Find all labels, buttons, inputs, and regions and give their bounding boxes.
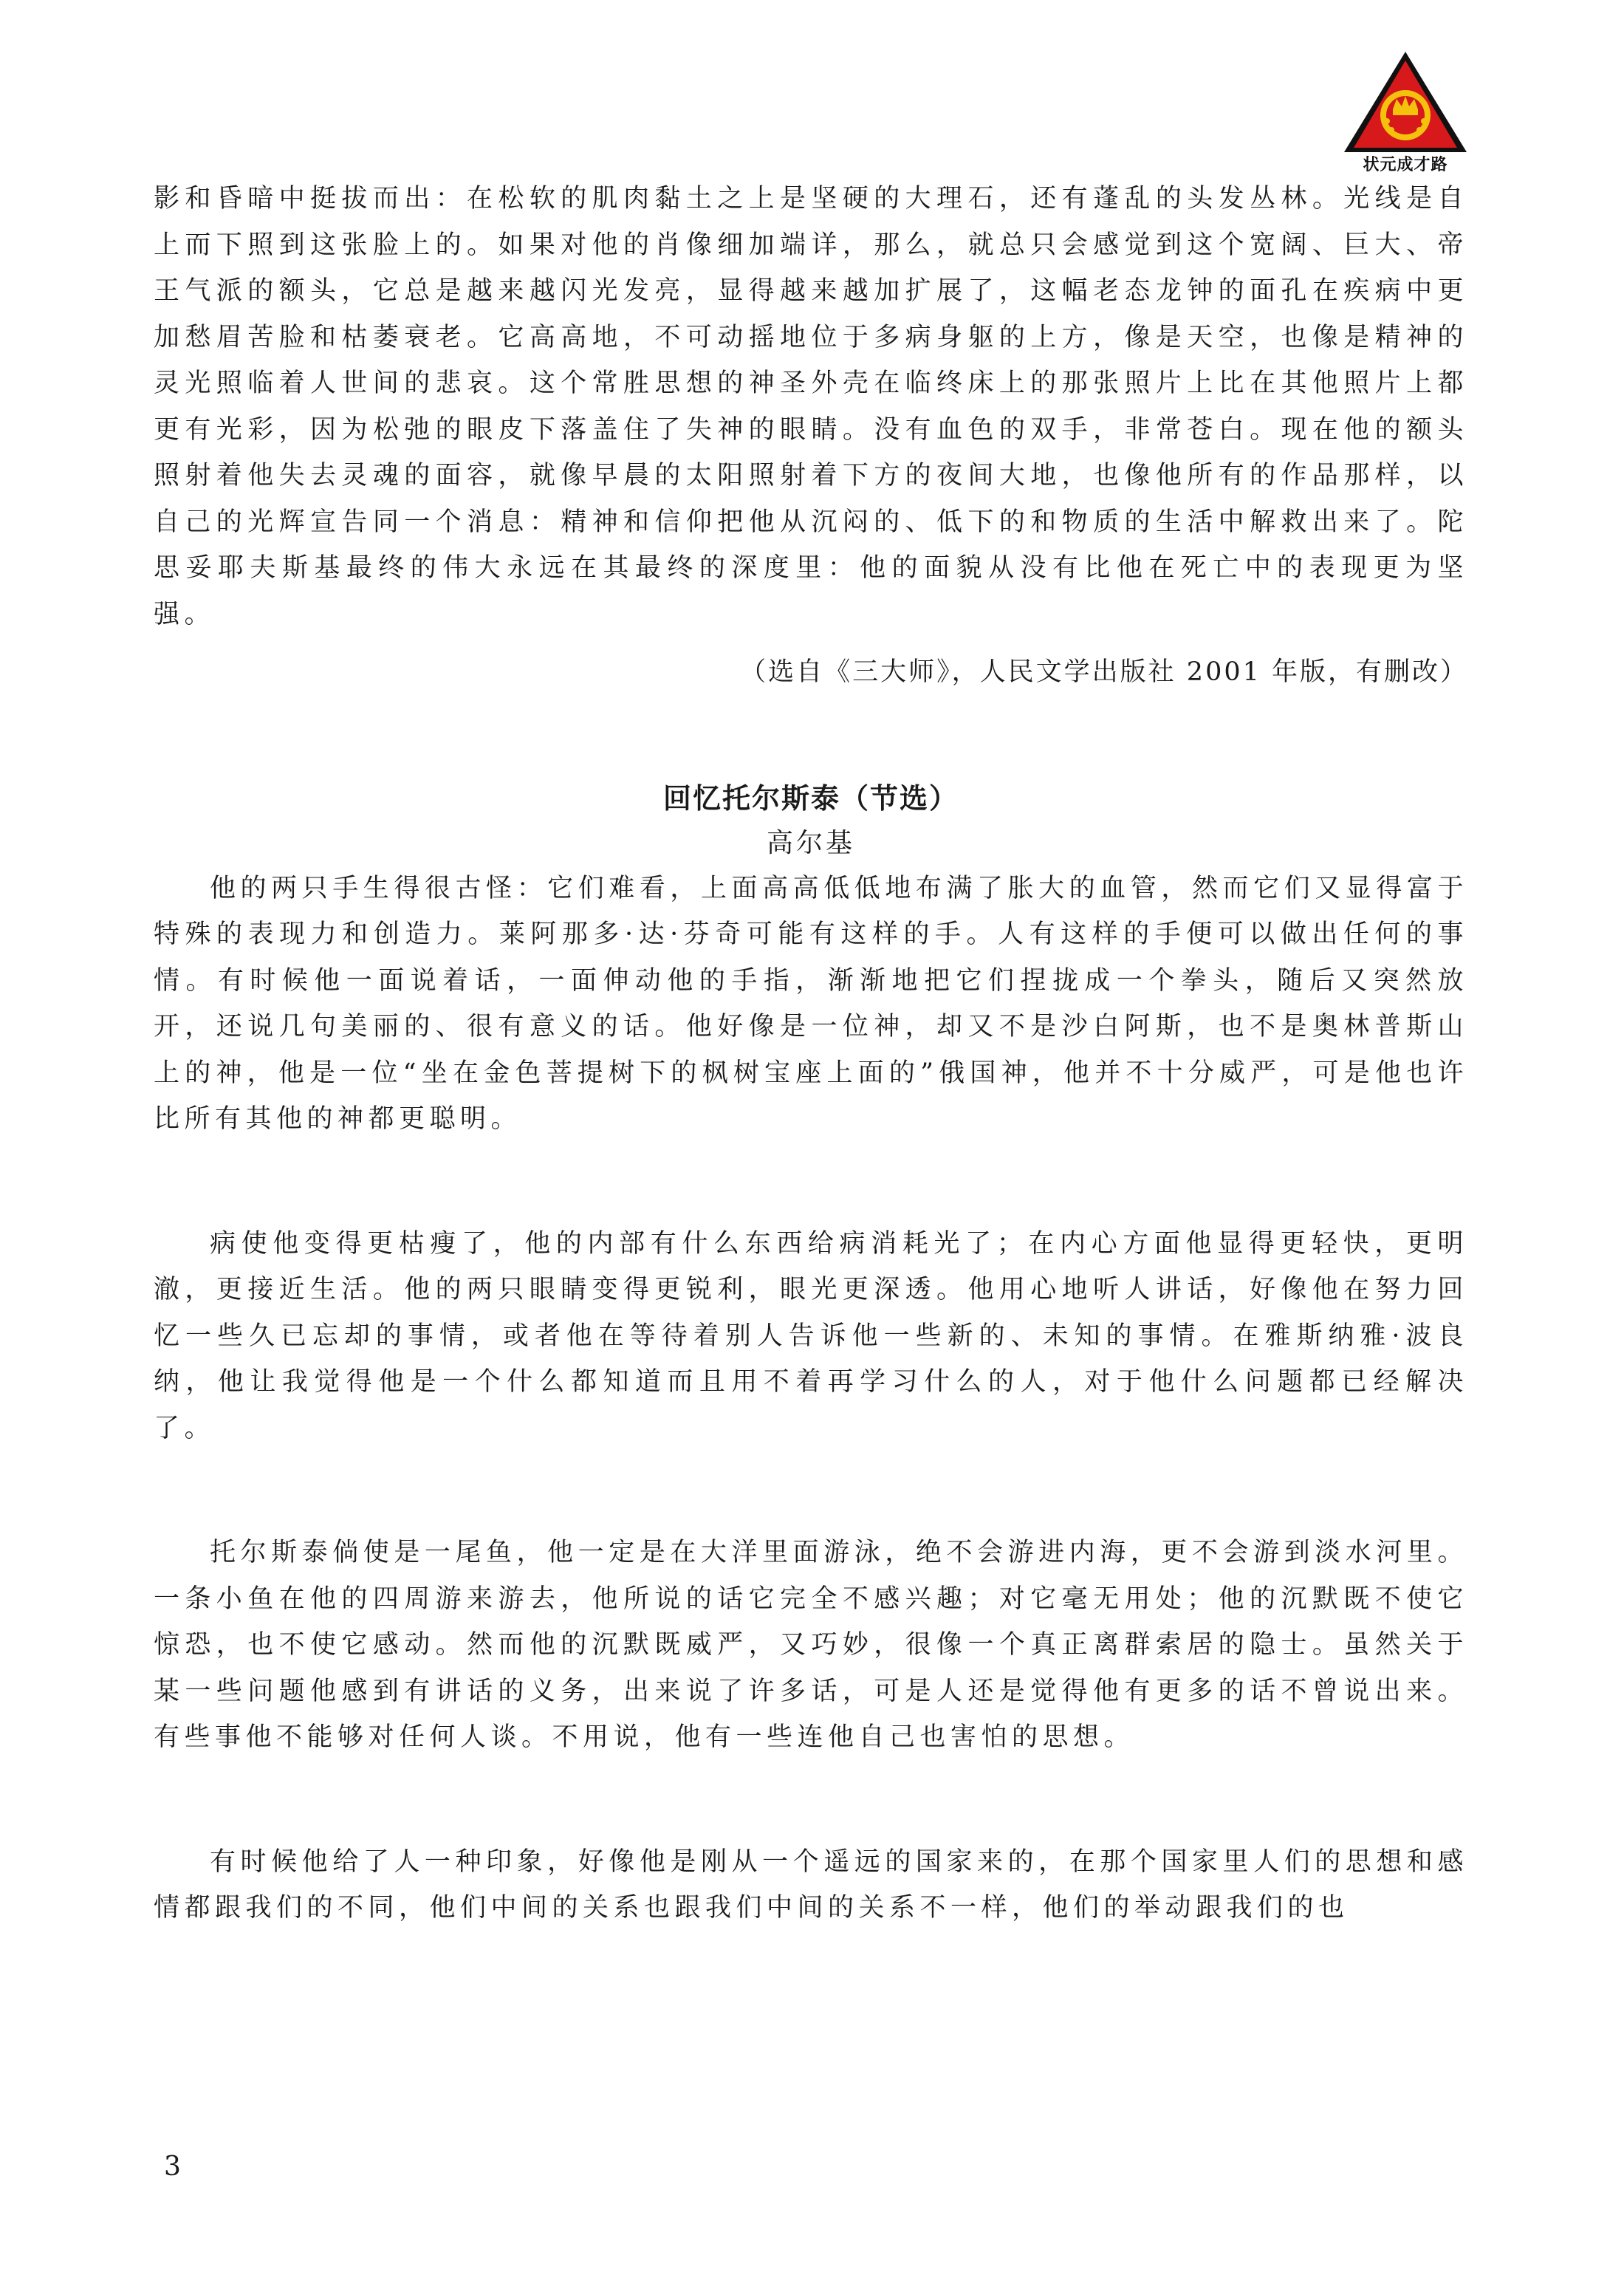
logo-text: 状元成才路 bbox=[1363, 156, 1448, 174]
page-number: 3 bbox=[164, 2152, 181, 2182]
article-author: 高尔基 bbox=[766, 827, 855, 858]
article-paragraph: 病使他变得更枯瘦了，他的内部有什么东西给病消耗光了；在内心方面他显得更轻快，更明澈，更接近生活。他的两只眼睛变得更锐利，眼光更深透。他用心地听人讲话，好像他在努力回忆一些久已忘却的事情，或者他在等待着别人告诉他一些新的、未知的事情。在雅斯纳雅·波良纳，他让我觉得他是一个什么都知道而且用不着再学习什么的人，对于他什么问题都已经解决了。 bbox=[154, 1228, 1468, 1443]
article-title: 回忆托尔斯泰（节选） bbox=[662, 781, 959, 815]
source-note: （选自《三大师》，人民文学出版社 2001 年版，有删改） bbox=[740, 657, 1468, 687]
body-paragraph: 影和昏暗中挺拔而出：在松软的肌肉黏土之上是坚硬的大理石，还有蓬乱的头发丛林。光线是自上而下照到这张脸上的。如果对他的肖像细加端详，那么，就总只会感觉到这个宽阔、巨大、帝王气派的额头，它总是越来越闪光发亮，显得越来越加扩展了，这幅老态龙钟的面孔在疾病中更加愁眉苦脸和枯萎衰老。它高高地，不可动摇地位于多病身躯的上方，像是天空，也像是精神的灵光照临着人世间的悲哀。这个常胜思想的神圣外壳在临终床上的那张照片上比在其他照片上都更有光彩，因为松弛的眼皮下落盖住了失神的眼睛。没有血色的双手，非常苍白。现在他的额头照射着他失去灵魂的面容，就像早晨的太阳照射着下方的夜间大地，也像他所有的作品那样，以自己的光辉宣告同一个消息：精神和信仰把他从沉闷的、低下的和物质的生活中解救出来了。陀思妥耶夫斯基最终的伟大永远在其最终的深度里：他的面貌从没有比他在死亡中的表现更为坚强。 bbox=[154, 184, 1468, 629]
article-paragraph: 有时候他给了人一种印象，好像他是刚从一个遥远的国家来的，在那个国家里人们的思想和感情都跟我们的不同，他们中间的关系也跟我们中间的关系不一样，他们的举动跟我们的也 bbox=[154, 1847, 1468, 1923]
article-paragraph: 托尔斯泰倘使是一尾鱼，他一定是在大洋里面游泳，绝不会游进内海，更不会游到淡水河里。一条小鱼在他的四周游来游去，他所说的话它完全不感兴趣；对它毫无用处；他的沉默既不使它惊恐，也不使它感动。然而他的沉默既威严，又巧妙，很像一个真正离群索居的隐士。虽然关于某一些问题他感到有讲话的义务，出来说了许多话，可是人还是觉得他有更多的话不曾说出来。有些事他不能够对任何人谈。不用说，他有一些连他自己也害怕的思想。 bbox=[154, 1538, 1468, 1752]
page-content bbox=[154, 176, 1468, 1931]
publisher-logo bbox=[1343, 50, 1468, 172]
article-paragraph: 他的两只手生得很古怪：它们难看，上面高高低低地布满了胀大的血管，然而它们又显得富于特殊的表现力和创造力。莱阿那多·达·芬奇可能有这样的手。人有这样的手便可以做出任何的事情。有时候他一面说着话，一面伸动他的手指，渐渐地把它们捏拢成一个拳头，随后又突然放开，还说几句美丽的、很有意义的话。他好像是一位神，却又不是沙白阿斯，也不是奥林普斯山上的神，他是一位“坐在金色菩提树下的枫树宝座上面的”俄国神，他并不十分威严，可是他也许比所有其他的神都更聪明。 bbox=[154, 873, 1468, 1134]
